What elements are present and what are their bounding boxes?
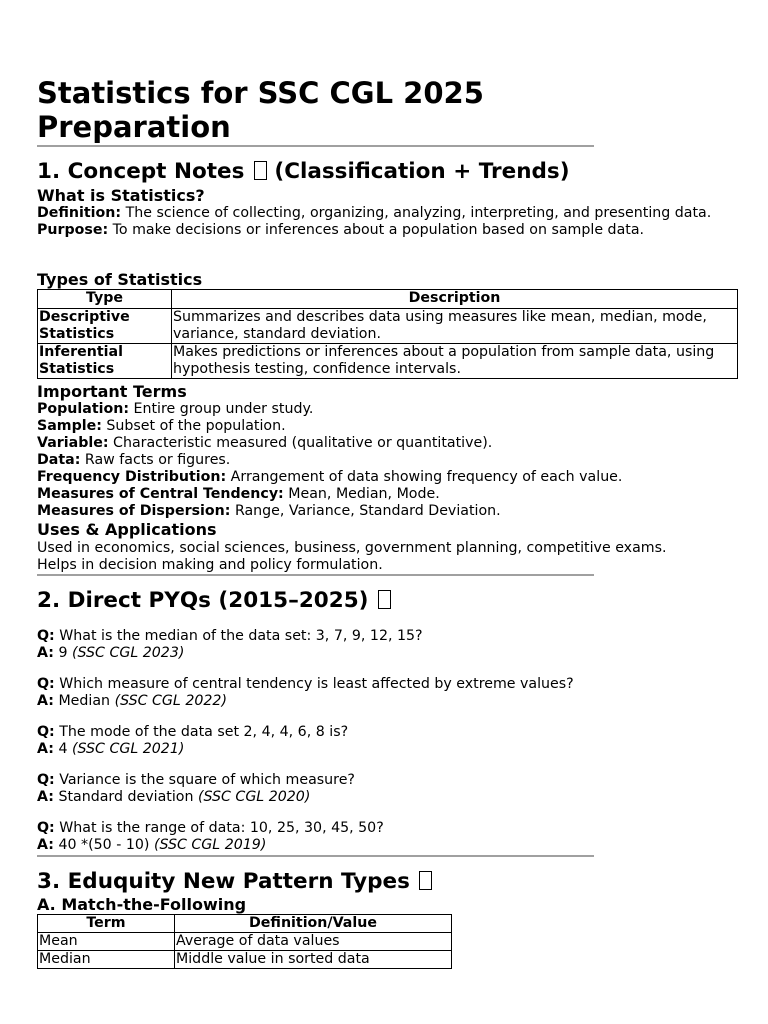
important-terms-heading: Important Terms [37,382,187,401]
table-cell: Middle value in sorted data [175,951,452,969]
list-item: Data: Raw facts or figures. [37,452,231,468]
missing-glyph-icon [378,590,391,609]
table-row [38,344,738,379]
table-row [38,933,452,951]
list-item: Population: Entire group under study. [37,401,314,417]
types-table [37,289,738,379]
section-1-heading: 1. Concept Notes (Classification + Trends) [37,159,570,184]
qa-item: Q: What is the median of the data set: 3, 7, 9, 12, 15? A: 9 (SSC CGL 2023) [37,628,423,661]
terms-list [37,401,737,520]
table-header: Definition/Value [175,915,452,933]
list-item: Variable: Characteristic measured (qualitative or quantitative). [37,435,493,451]
missing-glyph-icon [419,871,432,890]
table-cell: Average of data values [175,933,452,951]
qa-item: Q: The mode of the data set 2, 4, 4, 6, 8 is? A: 4 (SSC CGL 2021) [37,724,349,757]
uses-heading: Uses & Applications [37,520,217,539]
page-title: Statistics for SSC CGL 2025 Preparation [37,76,484,144]
divider [37,145,594,147]
types-of-statistics-heading: Types of Statistics [37,270,203,289]
list-item: Sample: Subset of the population. [37,418,286,434]
table-cell: Summarizes and describes data using measures like mean, median, mode, variance, standard deviation. [172,309,738,344]
table-cell: Makes predictions or inferences about a population from sample data, using hypothesis testing, confidence intervals. [172,344,738,379]
table-header: Type [38,290,172,309]
list-item: Measures of Dispersion: Range, Variance, Standard Deviation. [37,503,501,519]
definition-paragraph: Definition: The science of collecting, organizing, analyzing, interpreting, and presenting data. Purpose: To make decisions or inferences about a population based on sample data. [37,205,712,238]
table-cell: Median [38,951,175,969]
list-item: Frequency Distribution: Arrangement of data showing frequency of each value. [37,469,623,485]
table-row [38,951,452,969]
table-row [38,309,738,344]
qa-item: Q: Which measure of central tendency is least affected by extreme values? A: Median (SSC CGL 2022) [37,676,574,709]
table-header: Term [38,915,175,933]
section-2-heading: 2. Direct PYQs (2015–2025) [37,588,391,614]
uses-paragraph: Used in economics, social sciences, business, government planning, competitive exams. Helps in decision making and policy formulation. [37,540,667,573]
divider [37,574,594,576]
missing-glyph-icon [254,161,267,180]
qa-item: Q: Variance is the square of which measure? A: Standard deviation (SSC CGL 2020) [37,772,355,805]
match-following-heading: A. Match-the-Following [37,895,247,914]
list-item: Measures of Central Tendency: Mean, Median, Mode. [37,486,440,502]
section-3-heading: 3. Eduquity New Pattern Types [37,869,432,895]
table-header: Description [172,290,738,309]
table-cell: Mean [38,933,175,951]
match-table [37,914,452,969]
what-is-statistics-heading: What is Statistics? [37,186,205,205]
table-cell: Descriptive Statistics [38,309,172,344]
divider [37,855,594,857]
table-cell: Inferential Statistics [38,344,172,379]
qa-item: Q: What is the range of data: 10, 25, 30, 45, 50? A: 40 *(50 - 10) (SSC CGL 2019) [37,820,384,853]
